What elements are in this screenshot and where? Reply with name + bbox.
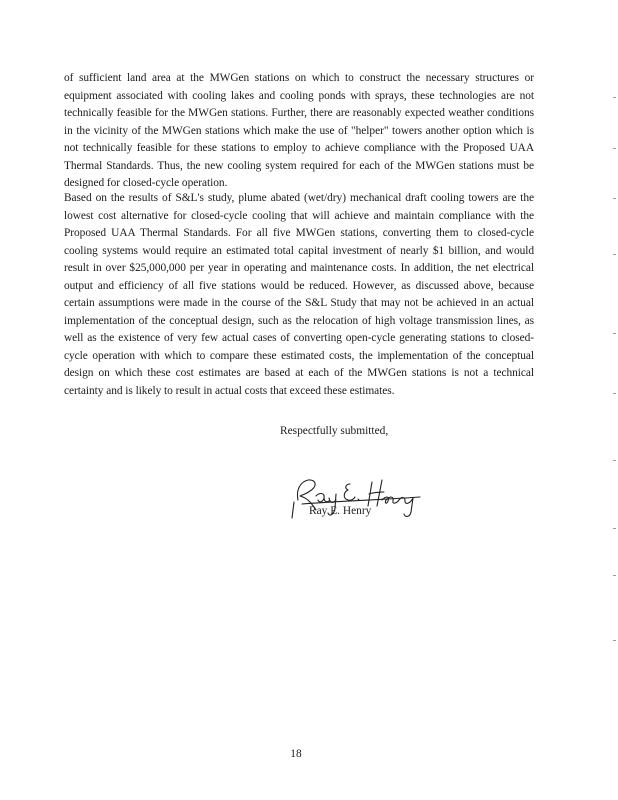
margin-tick — [613, 254, 616, 255]
margin-tick — [613, 528, 616, 529]
margin-tick — [613, 393, 616, 394]
margin-tick — [613, 333, 616, 334]
margin-tick — [613, 148, 616, 149]
margin-tick — [613, 575, 616, 576]
page-number: 18 — [290, 748, 302, 760]
margin-tick — [613, 460, 616, 461]
paragraph-cost-results: Based on the results of S&L's study, plume abated (wet/dry) mechanical draft cooling towers are the lowest cost alternative for closed-cycle cooling that will achieve and maintain compliance with the Proposed UAA Thermal Standards. For all five MWGen stations, converting them to closed-cycle cooling systems would require an estimated total capital investment of nearly $1 billion, and would result in over $25,000,000 per year in operating and maintenance costs. In addition, the net electrical output and efficiency of all five stations would be reduced. However, as discussed above, because certain assumptions were made in the course of the S&L Study that may not be achieved in an actual implementation of the conceptual design, such as the relocation of high voltage transmission lines, as well as the existence of very few actual cases of converting open-cycle generating stations to closed-cycle operation with which to compare these estimated costs, the implementation of the conceptual design on which these cost estimates are based at each of the MWGen stations is not a technical certainty and is likely to result in actual costs that exceed these estimates. — [64, 192, 534, 397]
paragraph-feasibility: of sufficient land area at the MWGen stations on which to construct the necessary structures or equipment associated with cooling lakes and cooling ponds with sprays, these technologies are not technically feasible for the MWGen stations. Further, there are reasonably expected weather conditions in the vicinity of the MWGen stations which make the use of "helper" towers another option which is not technically feasible for these stations to employ to achieve compliance with the Proposed UAA Thermal Standards. Thus, the new cooling system required for each of the MWGen stations must be designed for closed-cycle operation. — [64, 72, 534, 189]
margin-tick — [613, 97, 616, 98]
signer-name: Ray E. Henry — [309, 505, 372, 517]
closing-salutation: Respectfully submitted, — [280, 425, 389, 437]
margin-tick — [613, 198, 616, 199]
margin-tick — [613, 640, 616, 641]
